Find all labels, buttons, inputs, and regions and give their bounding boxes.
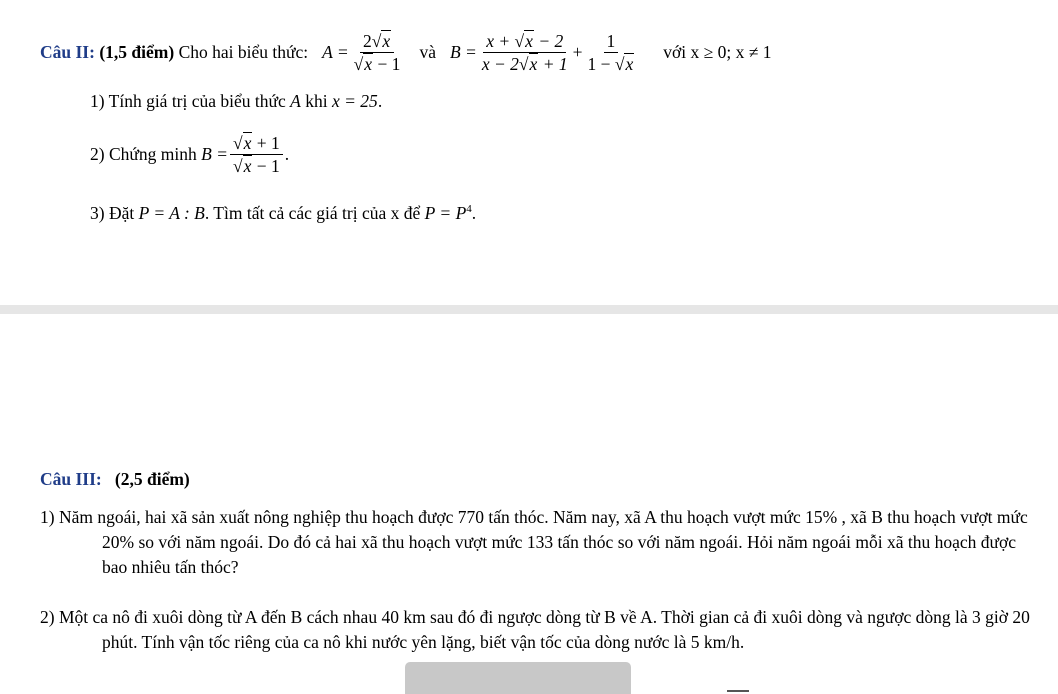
q3-paragraph-2: 2) Một ca nô đi xuôi dòng từ A đến B cách nhau 40 km sau đó đi ngược dòng từ B về A. Thời gian cả đi xuôi dòng và ngược dòng là 3 giờ 20 phút. Tính vận tốc riêng của ca nô khi nước yên lặng, biết vận tốc của dòng nước là 5 km/h.: [40, 607, 1030, 652]
expr-B1-num-a: x +: [486, 30, 515, 51]
item1-tail: khi: [300, 91, 332, 111]
q2-points: (1,5 điểm): [99, 42, 175, 62]
q2-header-line: [40, 26, 771, 78]
q3-points: (2,5 điểm): [114, 469, 190, 489]
expr-B2-den-a: 1 −: [587, 53, 615, 74]
condition: với x ≥ 0; x ≠ 1: [663, 42, 772, 62]
item2-den-var: x: [243, 155, 252, 176]
expr-B-fraction-2: [585, 31, 638, 74]
item3-mid: . Tìm tất cả các giá trị của x để: [204, 202, 425, 223]
q3-header-line: [40, 468, 190, 490]
item2-num-tail: + 1: [252, 132, 280, 153]
sqrt-icon: √: [353, 53, 364, 74]
q3-paragraph-1: 1) Năm ngoái, hai xã sản xuất nông nghiệp thu hoạch được 770 tấn thóc. Năm nay, xã A thu hoạch vượt mức 15% , xã B thu hoạch vượt mức 20% so với năm ngoái. Do đó cả hai xã thu hoạch vượt mức 133 tấn thóc so với năm ngoái. Hỏi năm ngoái mỗi xã thu hoạch được bao nhiêu tấn thóc?: [40, 507, 1028, 577]
q2-item-2: [90, 128, 289, 180]
item3-exp: 4: [466, 203, 472, 215]
expr-B2-num: 1: [604, 31, 619, 53]
item2-den-tail: − 1: [252, 155, 280, 176]
q2-intro: Cho hai biểu thức:: [178, 42, 309, 62]
item1-cond: x = 25: [331, 91, 378, 111]
connector-va: và: [419, 42, 436, 62]
sqrt-icon: √: [232, 132, 243, 153]
expr-B1-den-a: x − 2: [481, 53, 519, 74]
q2-label: Câu II:: [40, 42, 95, 62]
item1-var: A: [290, 91, 301, 111]
expr-A-den-var: x: [364, 53, 373, 74]
expr-B1-den-var: x: [529, 53, 538, 74]
item1-end: .: [377, 91, 383, 111]
q2-item-1: [90, 90, 382, 112]
item2-text: 2) Chứng minh: [90, 144, 197, 164]
item3-text: 3) Đặt: [90, 202, 139, 223]
expr-B1-num-var: x: [525, 30, 533, 51]
item3-def: P = A : B: [138, 202, 205, 223]
sqrt-icon: √: [232, 155, 243, 176]
expr-B-fraction-1: [479, 31, 571, 74]
bottom-toolbar-tab: [405, 662, 631, 694]
plus-sign: +: [572, 42, 583, 62]
q2-item-3: [90, 198, 476, 224]
expr-B1-den-tail: + 1: [538, 53, 568, 74]
sqrt-icon: √: [614, 53, 625, 74]
q3-label: Câu III:: [40, 469, 102, 489]
sqrt-icon: √: [518, 53, 529, 74]
item1-text: 1) Tính giá trị của biểu thức: [90, 91, 291, 111]
expr-B2-den-var: x: [625, 53, 634, 74]
item2-fraction: [230, 133, 283, 176]
expr-B1-num-tail: − 2: [533, 30, 564, 51]
page-separator: [0, 305, 1058, 314]
expr-B-lhs: B =: [449, 42, 477, 62]
item2-lhs: B =: [201, 144, 228, 164]
expr-A-num-coef: 2: [362, 30, 372, 51]
expr-A-fraction: [351, 31, 404, 74]
sqrt-icon: √: [371, 30, 382, 51]
sqrt-icon: √: [514, 30, 525, 51]
bottom-mark: [727, 690, 749, 692]
item2-end: .: [284, 144, 290, 164]
expr-A-num-var: x: [382, 30, 391, 51]
item3-eq: P = P: [424, 202, 467, 223]
expr-A-lhs: A =: [322, 42, 349, 62]
item2-num-var: x: [243, 132, 252, 153]
item3-end: .: [471, 202, 477, 223]
expr-A-den-tail: − 1: [373, 53, 401, 74]
